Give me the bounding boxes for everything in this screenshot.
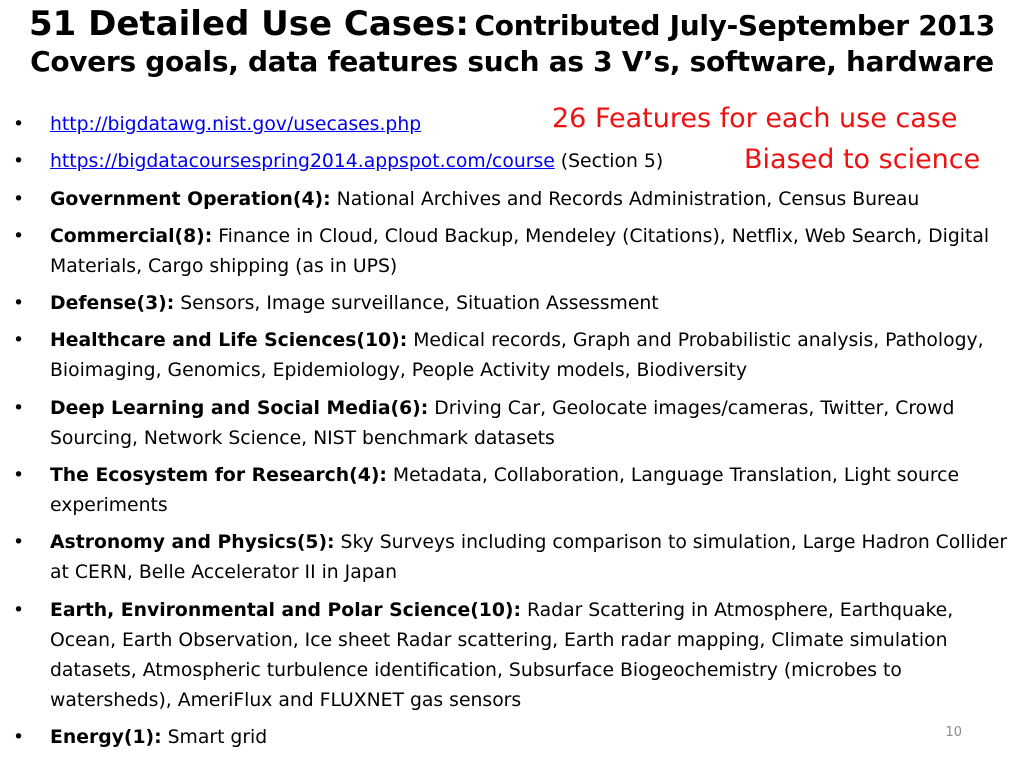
bullet-earth-science [0, 596, 1024, 716]
biased-note: Biased to science [744, 144, 981, 175]
title-main: 51 Detailed Use Cases: [29, 4, 469, 44]
page-number: 10 [945, 725, 962, 740]
bullet-usecases-link [0, 110, 1024, 140]
category-text: Metadata, Collaboration, Language Translation, Light source experiments [50, 465, 960, 517]
category-label: Commercial(8): [50, 225, 213, 247]
bullet-dot: • [13, 465, 25, 487]
bullet-dot: • [13, 293, 25, 315]
category-text: Sky Surveys including comparison to simulation, Large Hadron Collider at CERN, Belle Accelerator II in Japan [50, 532, 1008, 584]
bullet-dot: • [13, 114, 25, 135]
bullet-dot: • [13, 188, 25, 210]
category-label: Government Operation(4): [50, 188, 331, 210]
category-label: Healthcare and Life Sciences(10): [50, 330, 408, 352]
bullet-astronomy-physics [0, 528, 1024, 588]
category-label: Astronomy and Physics(5): [50, 532, 335, 554]
category-label: The Ecosystem for Research(4): [50, 465, 387, 487]
bullet-ecosystem-research [0, 461, 1024, 521]
title-subtitle: Contributed July-September 2013 [474, 9, 995, 42]
bullet-dot: • [13, 397, 25, 419]
category-text: Radar Scattering in Atmosphere, Earthquake, Ocean, Earth Observation, Ice sheet Radar scattering, Earth radar mapping, Climate simulation datasets, Atmospheric turbulence identification, Subsurface Biogeochemistry (microbes to watersheds), AmeriFlux and FLUXNET gas sensors [50, 599, 954, 711]
category-text: Medical records, Graph and Probabilistic analysis, Pathology, Bioimaging, Genomics, Epidemiology, People Activity models, Biodiversity [50, 330, 984, 382]
category-label: Energy(1): [50, 726, 162, 748]
bullet-deep-learning [0, 394, 1024, 454]
category-text: Smart grid [167, 726, 268, 748]
category-label: Deep Learning and Social Media(6): [50, 397, 429, 419]
category-label: Earth, Environmental and Polar Science(10): [50, 599, 522, 621]
bullet-dot: • [13, 330, 25, 352]
bullet-dot: • [13, 225, 25, 247]
usecases-link[interactable]: http://bigdatawg.nist.gov/usecases.php [50, 114, 422, 135]
category-text: National Archives and Records Administration, Census Bureau [336, 188, 920, 210]
bullet-dot: • [13, 726, 25, 748]
bullet-energy [0, 723, 1024, 753]
slide-title [0, 4, 1024, 80]
bullet-dot: • [13, 599, 25, 621]
bullet-commercial [0, 222, 1024, 282]
category-text: Driving Car, Geolocate images/cameras, Twitter, Crowd Sourcing, Network Science, NIST benchmark datasets [50, 397, 955, 449]
bullet-course-link [0, 147, 1024, 177]
category-text: Finance in Cloud, Cloud Backup, Mendeley (Citations), Netflix, Web Search, Digital Materials, Cargo shipping (as in UPS) [50, 225, 990, 277]
bullet-dot: • [13, 532, 25, 554]
category-label: Defense(3): [50, 293, 175, 315]
bullet-healthcare [0, 326, 1024, 386]
bullet-defense [0, 289, 1024, 319]
features-note: 26 Features for each use case [552, 103, 958, 134]
course-link[interactable]: https://bigdatacoursespring2014.appspot.com/course [50, 151, 555, 173]
title-line-1 [0, 4, 1024, 45]
title-line-2: Covers goals, data features such as 3 V’s, software, hardware [30, 45, 994, 79]
category-text: Sensors, Image surveillance, Situation Assessment [180, 293, 659, 315]
bullet-dot: • [13, 151, 25, 173]
bullet-government-operation [0, 185, 1024, 215]
bullet-list [0, 110, 1024, 760]
course-section-note: (Section 5) [560, 151, 664, 173]
